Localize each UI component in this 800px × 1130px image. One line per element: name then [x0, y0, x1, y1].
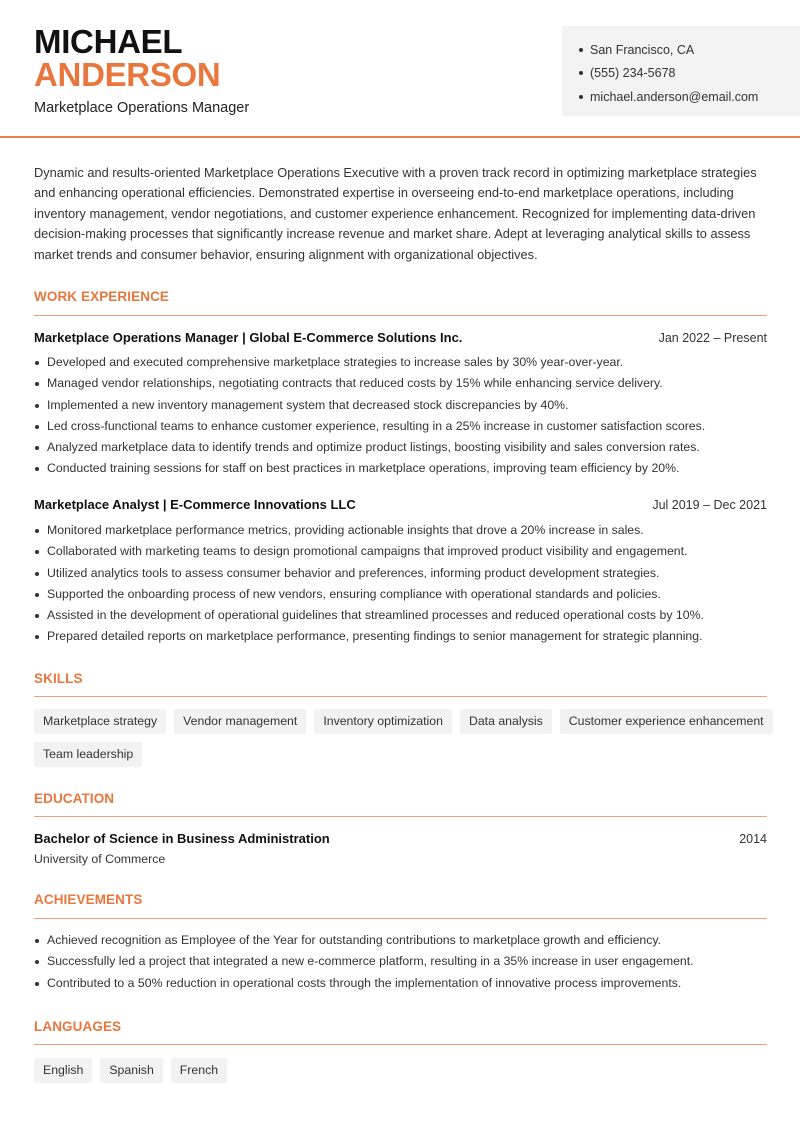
summary-paragraph: Dynamic and results-oriented Marketplace Operations Executive with a proven track record in optimizing marketplace strategies and enhancing operational efficiencies. Demonstrated expertise in overseeing end-to-end marketplace operations, including inventory management, vendor negotiations, and customer experience enhancement. Recognized for implementing data-driven decision-making processes that significantly increase revenue and market share. Adept at leveraging analytical skills to assess market trends and consumer behavior, ensuring alignment with organizational objectives.	[34, 165, 757, 262]
skill-chip: Vendor management	[174, 709, 306, 734]
school-name: University of Commerce	[34, 852, 166, 866]
section-title-languages: LANGUAGES	[34, 1019, 122, 1034]
section-divider	[34, 696, 767, 697]
section-title-skills: SKILLS	[34, 671, 83, 686]
graduation-year: 2014	[739, 832, 767, 846]
job-header	[34, 497, 767, 512]
contact-phone	[562, 62, 800, 86]
bullet-item: Analyzed marketplace data to identify trends and optimize product listings, boosting visibility and sales conversion rates.	[34, 437, 774, 458]
contact-email	[562, 85, 800, 109]
bullet-item: Developed and executed comprehensive marketplace strategies to increase sales by 30% year-over-year.	[34, 352, 774, 373]
bullet-item: Conducted training sessions for staff on best practices in marketplace operations, improving team efficiency by 20%.	[34, 458, 774, 479]
achievements-list	[34, 930, 774, 994]
bullet-item: Led cross-functional teams to enhance customer experience, resulting in a 25% increase in customer satisfaction scores.	[34, 416, 774, 437]
job-dates: Jan 2022 – Present	[658, 331, 767, 345]
section-divider	[34, 1044, 767, 1045]
bullet-icon	[579, 95, 583, 99]
degree: Bachelor of Science in Business Administration	[34, 831, 330, 846]
bullet-icon	[579, 71, 583, 75]
bullet-item: Assisted in the development of operational guidelines that streamlined processes and reduced operational costs by 10%.	[34, 605, 774, 626]
skills-list	[34, 709, 774, 767]
bullet-item: Managed vendor relationships, negotiating contracts that reduced costs by 15% while enhancing service delivery.	[34, 373, 774, 394]
section-divider	[34, 816, 767, 817]
section-divider	[34, 315, 767, 316]
job-bullets	[34, 520, 774, 648]
skill-chip: Inventory optimization	[314, 709, 452, 734]
skill-chip: Marketplace strategy	[34, 709, 166, 734]
achievement-item: Achieved recognition as Employee of the Year for outstanding contributions to marketplace growth and efficiency.	[34, 930, 774, 951]
job-header	[34, 330, 767, 345]
phone-text: (555) 234-5678	[590, 66, 676, 81]
bullet-item: Implemented a new inventory management system that decreased stock discrepancies by 40%.	[34, 395, 774, 416]
section-title-education: EDUCATION	[34, 791, 115, 806]
language-chip: Spanish	[100, 1058, 162, 1083]
bullet-icon	[579, 48, 583, 52]
location-text: San Francisco, CA	[590, 42, 695, 57]
bullet-item: Prepared detailed reports on marketplace performance, presenting findings to senior management for strategic planning.	[34, 626, 774, 647]
email-text: michael.anderson@email.com	[590, 89, 759, 104]
achievement-item: Successfully led a project that integrated a new e-commerce platform, resulting in a 35% increase in user engagement.	[34, 951, 774, 972]
job-title: Marketplace Operations Manager	[34, 100, 250, 116]
skill-chip: Customer experience enhancement	[560, 709, 773, 734]
bullet-item: Utilized analytics tools to assess consumer behavior and preferences, informing product development strategies.	[34, 563, 774, 584]
section-title-achievements: ACHIEVEMENTS	[34, 892, 143, 907]
bullet-item: Supported the onboarding process of new vendors, ensuring compliance with operational standards and policies.	[34, 584, 774, 605]
job-bullets	[34, 352, 774, 480]
job-role: Marketplace Analyst | E-Commerce Innovations LLC	[34, 497, 356, 512]
job-dates: Jul 2019 – Dec 2021	[652, 498, 767, 512]
education-header	[34, 831, 767, 846]
skill-chip: Data analysis	[460, 709, 552, 734]
achievement-item: Contributed to a 50% reduction in operational costs through the implementation of innovative process improvements.	[34, 973, 774, 994]
section-title-work: WORK EXPERIENCE	[34, 289, 170, 304]
job-role: Marketplace Operations Manager | Global E-Commerce Solutions Inc.	[34, 330, 463, 345]
bullet-item: Monitored marketplace performance metrics, providing actionable insights that drove a 20% increase in sales.	[34, 520, 774, 541]
language-chip: English	[34, 1058, 92, 1083]
contact-box	[562, 26, 800, 116]
skill-chip: Team leadership	[34, 742, 142, 767]
language-chip: French	[171, 1058, 227, 1083]
first-name: MICHAEL	[34, 23, 183, 60]
section-divider	[34, 918, 767, 919]
bullet-item: Collaborated with marketing teams to design promotional campaigns that improved product visibility and engagement.	[34, 541, 774, 562]
resume-header	[0, 0, 800, 138]
contact-location	[562, 38, 800, 62]
languages-list	[34, 1058, 774, 1083]
last-name: ANDERSON	[34, 56, 221, 93]
